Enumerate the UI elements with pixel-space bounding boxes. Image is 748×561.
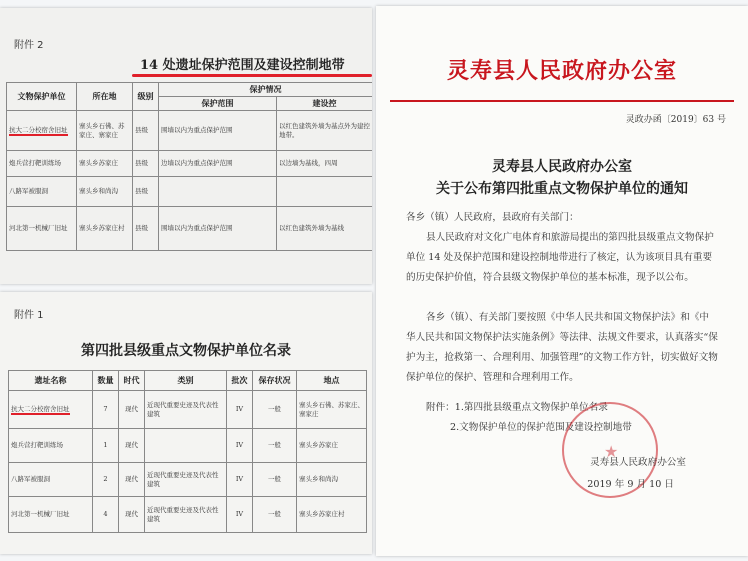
level: 县级	[133, 111, 159, 151]
level: 县级	[133, 151, 159, 177]
place: 寨头乡苏家庄	[297, 429, 367, 463]
era: 现代	[119, 391, 145, 429]
status: 一般	[253, 391, 297, 429]
place: 寨头乡苏家庄村	[297, 497, 367, 533]
era: 现代	[119, 497, 145, 533]
seal-star-icon: ★	[604, 442, 619, 461]
header-location: 所在地	[77, 83, 133, 111]
table-row	[9, 497, 367, 533]
count: 1	[93, 429, 119, 463]
range	[159, 177, 277, 207]
table-row	[9, 429, 367, 463]
status: 一般	[253, 497, 297, 533]
government-notice-photo	[376, 6, 748, 556]
control: 以边墙为基线，四周	[277, 151, 373, 177]
status: 一般	[253, 429, 297, 463]
attachment-1-table	[8, 370, 367, 533]
header-count: 数量	[93, 371, 119, 391]
header-name: 遗址名称	[9, 371, 93, 391]
level: 县级	[133, 207, 159, 251]
location: 寨头乡苏家庄	[77, 151, 133, 177]
attachment-list-1: 附件：1.第四批县级重点文物保护单位名录	[426, 402, 608, 413]
title-red-underline	[132, 74, 372, 77]
header-place: 地点	[297, 371, 367, 391]
header-category: 类别	[145, 371, 227, 391]
header-era: 时代	[119, 371, 145, 391]
attachment-1-photo	[0, 292, 372, 554]
site-name: 河北第一机械厂旧址	[9, 497, 93, 533]
table-row	[7, 151, 373, 177]
table-row	[9, 463, 367, 497]
control	[277, 177, 373, 207]
attachment-2-title: 14 处遗址保护范围及建设控制地带	[140, 58, 345, 73]
header-range: 保护范围	[159, 97, 277, 111]
attachment-2-table	[6, 82, 372, 251]
batch: IV	[227, 497, 253, 533]
unit-name: 八路军被服洞	[7, 177, 77, 207]
header-status: 保存状况	[253, 371, 297, 391]
site-name: 八路军被服洞	[9, 463, 93, 497]
salutation: 各乡（镇）人民政府，县政府有关部门：	[406, 212, 579, 223]
notice-title-line-2: 关于公布第四批重点文物保护单位的通知	[436, 181, 688, 197]
header-protection: 保护情况	[159, 83, 373, 97]
attachment-1-title: 第四批县级重点文物保护单位名录	[81, 343, 291, 359]
attachment-list-2: 2.文物保护单位的保护范围及建设控制地带	[450, 422, 632, 433]
era: 现代	[119, 429, 145, 463]
era: 现代	[119, 463, 145, 497]
signature-date: 2019 年 9 月 10 日	[587, 479, 674, 490]
body-paragraph-2: 各乡（镇）、有关部门要按照《中华人民共和国文物保护法》和《中华人民共和国文物保护法实施条例》等法律、法规文件要求，认真落实“保护为主，抢救第一、合理利用、加强管理”的文物工作方针，切实做好文物保护单位的保护、管理和合理利用工作。	[406, 312, 718, 383]
header-control: 建设控	[277, 97, 373, 111]
level: 县级	[133, 177, 159, 207]
attachment-2-tag: 附件 2	[14, 40, 44, 51]
batch: IV	[227, 429, 253, 463]
attachment-2-photo	[0, 8, 372, 284]
table-row	[7, 177, 373, 207]
unit-name: 抗大二分校宿舍旧址	[9, 126, 68, 135]
header-level: 级别	[133, 83, 159, 111]
range: 围墙以内为重点保护范围	[159, 207, 277, 251]
unit-name: 炮兵营打靶训练场	[7, 151, 77, 177]
notice-red-header: 灵寿县人民政府办公室	[446, 58, 677, 84]
header-unit: 文物保护单位	[7, 83, 77, 111]
status: 一般	[253, 463, 297, 497]
location: 寨头乡苏家庄村	[77, 207, 133, 251]
site-name: 抗大二分校宿舍旧址	[11, 405, 70, 414]
table-row	[7, 111, 373, 151]
table-row	[7, 207, 373, 251]
count: 7	[93, 391, 119, 429]
control: 以红色建筑外墙为基线	[277, 207, 373, 251]
category	[145, 429, 227, 463]
site-name: 炮兵营打靶训练场	[9, 429, 93, 463]
batch: IV	[227, 391, 253, 429]
body-paragraph-1: 县人民政府对文化广电体育和旅游局提出的第四批县级重点文物保护单位 14 处及保护范围和建设控制地带进行了核定，认为该项目具有重要的历史保护价值，符合县级文物保护单位的基本标准，现予以公布。	[406, 232, 714, 283]
category: 近现代重要史迹及代表性建筑	[145, 391, 227, 429]
attachment-1-tag: 附件 1	[14, 310, 44, 321]
category: 近现代重要史迹及代表性建筑	[145, 463, 227, 497]
range: 边墙以内为重点保护范围	[159, 151, 277, 177]
header-batch: 批次	[227, 371, 253, 391]
notice-title-line-1: 灵寿县人民政府办公室	[492, 159, 632, 175]
category: 近现代重要史迹及代表性建筑	[145, 497, 227, 533]
table-row	[9, 391, 367, 429]
unit-name: 河北第一机械厂旧址	[7, 207, 77, 251]
batch: IV	[227, 463, 253, 497]
place: 寨头乡石佛、苏家庄、寨家庄	[297, 391, 367, 429]
location: 寨头乡和尚沟	[77, 177, 133, 207]
place: 寨头乡和尚沟	[297, 463, 367, 497]
document-number: 灵政办函〔2019〕63 号	[625, 115, 726, 125]
range: 围墙以内为重点保护范围	[159, 111, 277, 151]
control: 以红色建筑外墙为基点外为建控地带。	[277, 111, 373, 151]
count: 4	[93, 497, 119, 533]
header-red-rule	[390, 100, 734, 102]
location: 寨头乡石佛、苏家庄、寨家庄	[77, 111, 133, 151]
count: 2	[93, 463, 119, 497]
signature-office: 灵寿县人民政府办公室	[590, 457, 686, 468]
